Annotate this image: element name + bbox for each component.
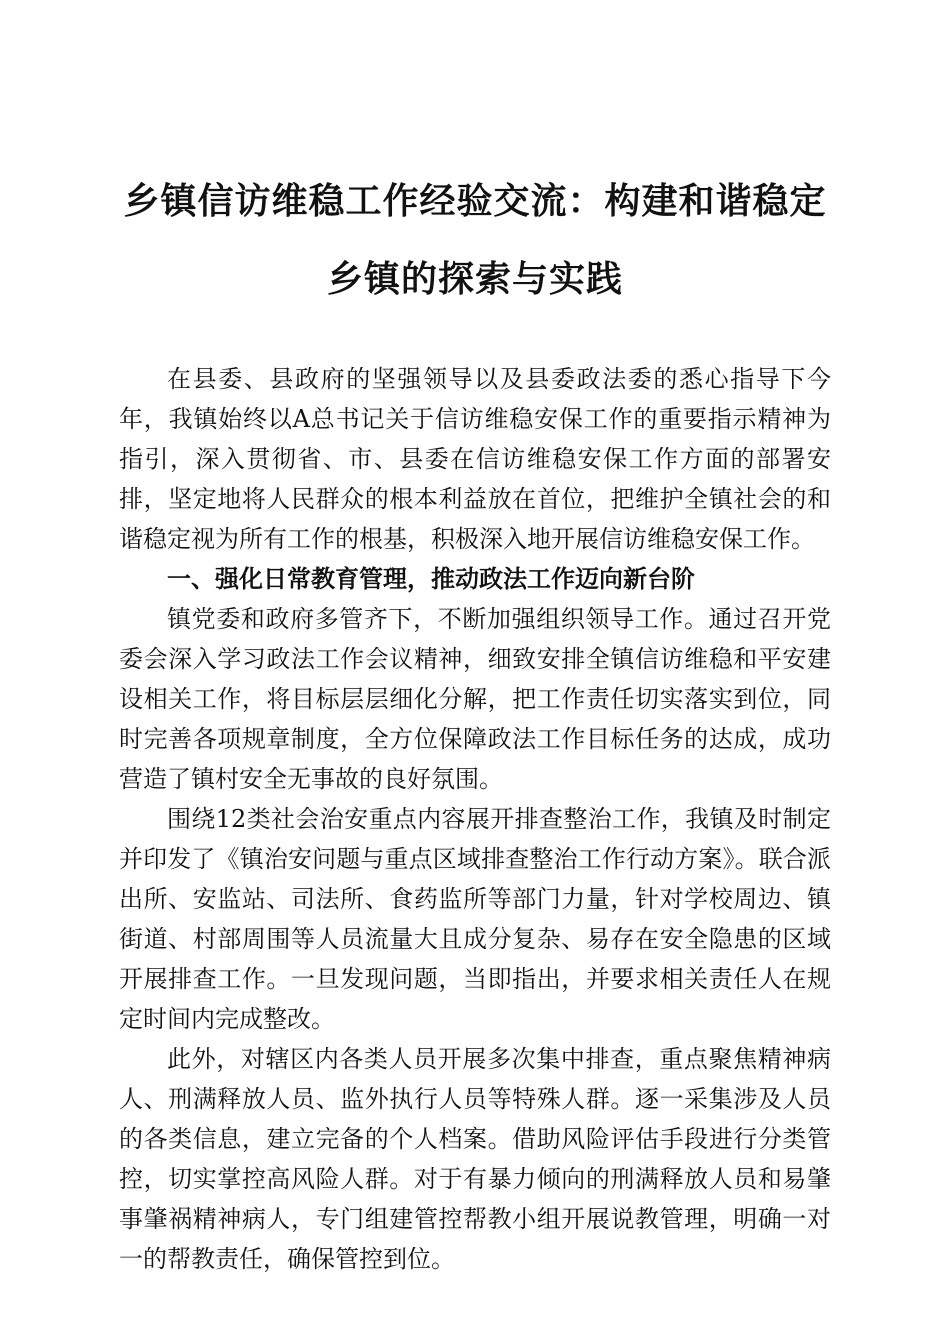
body-paragraph: 此外，对辖区内各类人员开展多次集中排查，重点聚焦精神病人、刑满释放人员、监外执行人员等特殊人群。逐一采集涉及人员的各类信息，建立完备的个人档案。借助风险评估手段进行分类管控，切实掌控高风险人群。对于有暴力倾向的刑满释放人员和易肇事肇祸精神病人，专门组建管控帮教小组开展说教管理，明确一对一的帮教责任，确保管控到位。 — [119, 1045, 831, 1273]
document-title: 乡镇信访维稳工作经验交流：构建和谐稳定乡镇的探索与实践 — [123, 180, 827, 300]
document-body — [119, 359, 831, 1279]
section-heading-1: 一、强化日常教育管理，推动政法工作迈向新台阶 — [167, 565, 695, 593]
intro-paragraph: 在县委、县政府的坚强领导以及县委政法委的悉心指导下今年，我镇始终以A总书记关于信访维稳安保工作的重要指示精神为指引，深入贯彻省、市、县委在信访维稳安保工作方面的部署安排，坚定地将人民群众的根本利益放在首位，把维护全镇社会的和谐稳定视为所有工作的根基，积极深入地开展信访维稳安保工作。 — [119, 365, 831, 553]
body-paragraph: 镇党委和政府多管齐下，不断加强组织领导工作。通过召开党委会深入学习政法工作会议精神，细致安排全镇信访维稳和平安建设相关工作，将目标层层细化分解，把工作责任切实落实到位，同时完善各项规章制度，全方位保障政法工作目标任务的达成，成功营造了镇村安全无事故的良好氛围。 — [119, 605, 831, 793]
body-paragraph: 围绕12类社会治安重点内容展开排查整治工作，我镇及时制定并印发了《镇治安问题与重点区域排查整治工作行动方案》。联合派出所、安监站、司法所、食药监所等部门力量，针对学校周边、镇街道、村部周围等人员流量大且成分复杂、易存在安全隐患的区域开展排查工作。一旦发现问题，当即指出，并要求相关责任人在规定时间内完成整改。 — [119, 805, 831, 1033]
